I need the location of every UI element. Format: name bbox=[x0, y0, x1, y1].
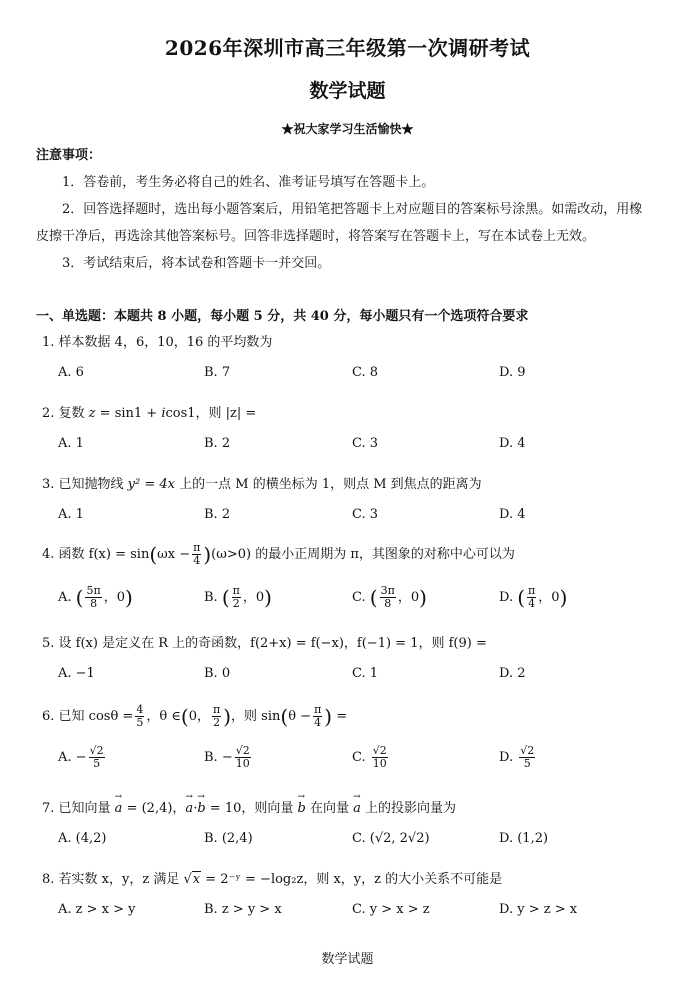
q7-option-d: D. (1,2) bbox=[499, 831, 549, 846]
q1-option-c: C. 8 bbox=[352, 365, 379, 380]
notice-heading: 注意事项： bbox=[36, 148, 102, 163]
q1-option-b: B. 7 bbox=[204, 365, 231, 380]
question-8-stem: 8. 若实数 x，y，z 满足 √x = 2⁻ʸ = −log₂z，则 x，y，z 的大小关系不可能是 bbox=[42, 872, 503, 887]
notice-item-1: 1．答卷前，考生务必将自己的姓名、准考证号填写在答题卡上。 bbox=[62, 175, 435, 190]
q4-stem-post: (ω>0) 的最小正周期为 π，其图象的对称中心可以为 bbox=[211, 547, 515, 562]
vector-a: → a bbox=[115, 801, 123, 816]
q4-frac: $\frac{\pi}{4}$ bbox=[193, 541, 201, 567]
question-6-stem: 6. 已知 cosθ = $\frac{4}{5}$ ，θ ∈(0， $\frac{\pi}{2}$ )，则 sin(θ − $\frac{\pi}{4}$ ) = bbox=[42, 703, 348, 729]
notice-item-2: 2．回答选择题时，选出每小题答案后，用铅笔把答题卡上对应题目的答案标号涂黑。如需改动，用橡 bbox=[62, 202, 643, 217]
q6-option-b: B. − $\frac{√2}{10}$ bbox=[204, 744, 250, 770]
q3-parabola-expr: y² = 4x bbox=[127, 477, 175, 492]
section-title: 一、单选题：本题共 8 小题，每小题 5 分，共 40 分，每小题只有一个选项符合要求 bbox=[36, 309, 529, 324]
q8-option-a: A. z > x > y bbox=[58, 902, 136, 917]
q2-var-i: i bbox=[161, 406, 166, 421]
notice-item-2-cont: 皮擦干净后，再选涂其他答案标号。回答非选择题时，将答案写在答题卡上，写在本试卷上无效。 bbox=[36, 229, 596, 244]
q2-option-a: A. 1 bbox=[58, 436, 84, 451]
q5-option-c: C. 1 bbox=[352, 666, 379, 681]
q3-stem-post: 上的一点 M 的横坐标为 1，则点 M 到焦点的距离为 bbox=[175, 477, 482, 492]
page-footer: 数学试题 bbox=[321, 952, 374, 967]
notice-item-3: 3．考试结束后，将本试卷和答题卡一并交回。 bbox=[62, 256, 331, 271]
q2-option-c: C. 3 bbox=[352, 436, 379, 451]
q4-stem-pre: 4. 函数 f(x) = sin bbox=[42, 547, 150, 562]
wish-line: ★祝大家学习生活愉快★ bbox=[281, 122, 414, 136]
question-1-stem: 1. 样本数据 4，6，10，16 的平均数为 bbox=[42, 335, 273, 350]
vector-a-2: → a bbox=[353, 801, 361, 816]
q5-option-d: D. 2 bbox=[499, 666, 526, 681]
q8-option-d: D. y > z > x bbox=[499, 902, 578, 917]
q5-option-b: B. 0 bbox=[204, 666, 231, 681]
q3-option-b: B. 2 bbox=[204, 507, 231, 522]
question-5-stem: 5. 设 f(x) 是定义在 R 上的奇函数，f(2+x) = f(−x)，f(−1) = 1，则 f(9) = bbox=[42, 636, 487, 651]
q2-option-b: B. 2 bbox=[204, 436, 231, 451]
q6-option-d: D. $\frac{√2}{5}$ bbox=[499, 744, 535, 770]
q3-stem-pre: 3. 已知抛物线 bbox=[42, 477, 128, 492]
exam-title: 2026年深圳市高三年级第一次调研考试 bbox=[164, 36, 531, 60]
q7-option-c: C. (√2, 2√2) bbox=[352, 831, 430, 846]
q5-option-a: A. −1 bbox=[58, 666, 95, 681]
question-4-stem: 4. 函数 f(x) = sin(ωx − $\frac{\pi}{4}$ )(ω>0) 的最小正周期为 π，其图象的对称中心可以为 bbox=[42, 541, 515, 567]
q4-option-c: C. ( $\frac{3\pi}{8}$ ，0) bbox=[352, 584, 427, 610]
q2-stem-pre: 2. 复数 bbox=[42, 406, 89, 421]
q7-option-a: A. (4,2) bbox=[58, 831, 107, 846]
vector-a-dot: → a bbox=[185, 801, 193, 816]
q3-option-c: C. 3 bbox=[352, 507, 379, 522]
q4-option-a: A. ( $\frac{5\pi}{8}$ ，0) bbox=[58, 584, 133, 610]
q2-stem-post: cos1，则 |z| = bbox=[165, 406, 257, 421]
q3-option-a: A. 1 bbox=[58, 507, 84, 522]
q2-option-d: D. 4 bbox=[499, 436, 526, 451]
subject-title: 数学试题 bbox=[309, 80, 386, 102]
question-7-stem: 7. 已知向量 → a = (2,4)，→ a·→ b = 10，则向量 → b 在向量 → a 上的投影向量为 bbox=[42, 797, 456, 816]
question-3-stem bbox=[42, 473, 482, 492]
q6-option-c: C. $\frac{√2}{10}$ bbox=[352, 744, 387, 770]
q3-option-d: D. 4 bbox=[499, 507, 526, 522]
q8-option-c: C. y > x > z bbox=[352, 902, 430, 917]
q4-inner: ωx − bbox=[157, 547, 191, 562]
q6-option-a: A. − $\frac{√2}{5}$ bbox=[58, 744, 104, 770]
q4-option-b: B. ( $\frac{\pi}{2}$ ，0) bbox=[204, 584, 272, 610]
q1-option-d: D. 9 bbox=[499, 365, 526, 380]
q4-option-d: D. ( $\frac{\pi}{4}$ ，0) bbox=[499, 584, 568, 610]
vector-b: → b bbox=[298, 801, 306, 816]
q7-option-b: B. (2,4) bbox=[204, 831, 253, 846]
q2-var-z: z bbox=[88, 406, 96, 421]
q1-option-a: A. 6 bbox=[58, 365, 84, 380]
question-2-stem bbox=[42, 402, 256, 421]
vector-b-dot: → b bbox=[197, 801, 205, 816]
q2-stem-mid: = sin1 + bbox=[95, 406, 162, 421]
q8-option-b: B. z > y > x bbox=[204, 902, 282, 917]
